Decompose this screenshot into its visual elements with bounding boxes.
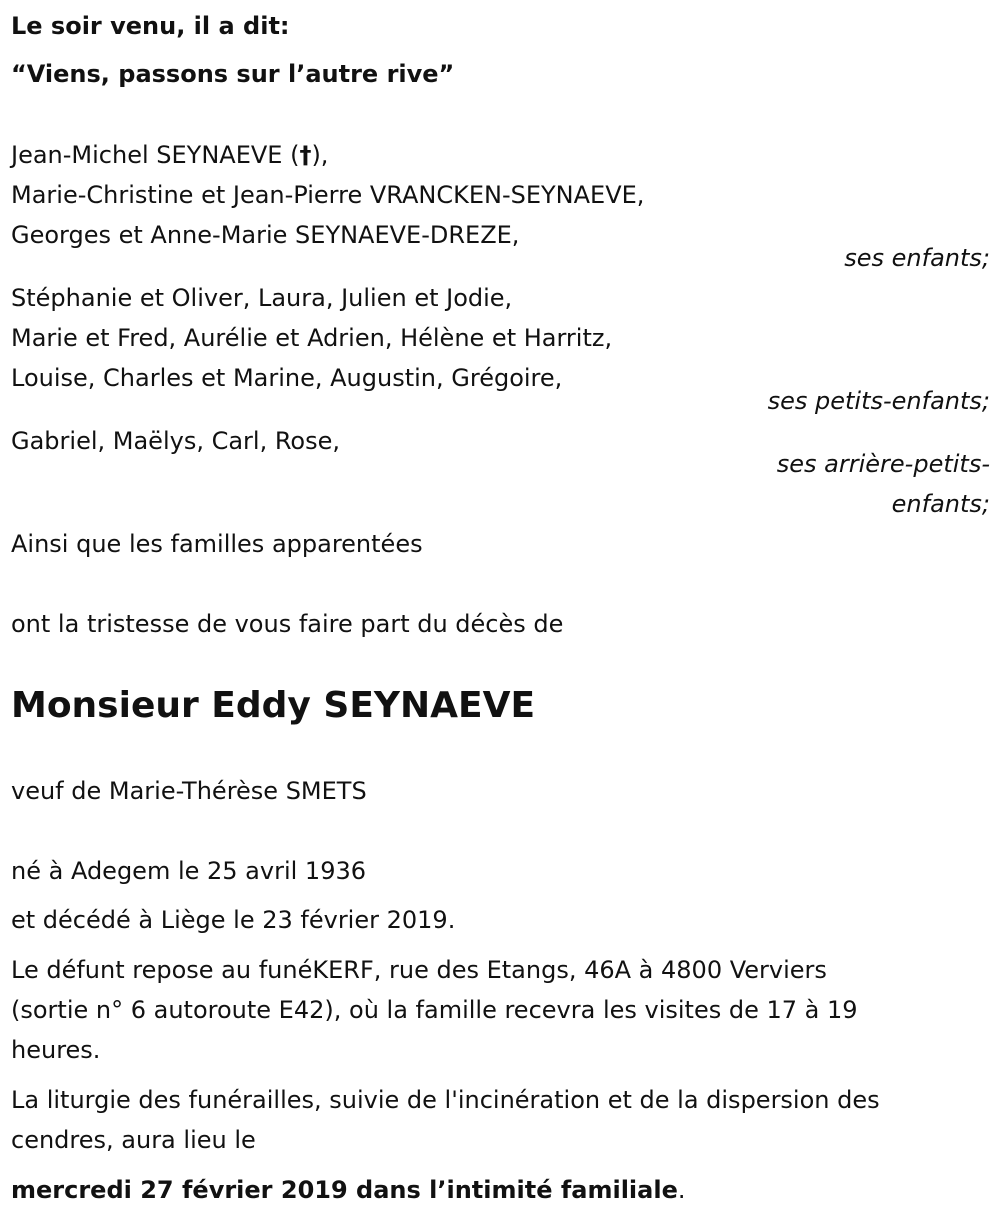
birth-line: né à Adegem le 25 avril 1936: [11, 857, 366, 885]
great-grandchildren-label-1: ses arrière-petits-: [776, 450, 990, 478]
children-line-2: Marie-Christine et Jean-Pierre VRANCKEN-SEYNAEVE,: [11, 181, 645, 209]
grandchildren-line-2: Marie et Fred, Aurélie et Adrien, Hélène et Harritz,: [11, 324, 613, 352]
children-line-3: Georges et Anne-Marie SEYNAEVE-DREZE,: [11, 221, 520, 249]
visitation-line-3: heures.: [11, 1036, 101, 1064]
deceased-name: Monsieur Eddy SEYNAEVE: [11, 685, 536, 726]
grandchildren-label: ses petits-enfants;: [767, 387, 990, 415]
funeral-date: mercredi 27 février 2019 dans l’intimité familiale: [11, 1176, 678, 1204]
funeral-line-2: cendres, aura lieu le: [11, 1126, 256, 1154]
funeral-date-line: [11, 1170, 685, 1210]
funeral-date-end: .: [677, 1176, 686, 1204]
child-name: Jean-Michel SEYNAEVE (: [11, 141, 300, 169]
children-line-1: [11, 135, 328, 175]
related-families: Ainsi que les familles apparentées: [11, 530, 423, 558]
visitation-line-2: (sortie n° 6 autoroute E42), où la famille recevra les visites de 17 à 19: [11, 996, 858, 1024]
grandchildren-line-3: Louise, Charles et Marine, Augustin, Grégoire,: [11, 364, 563, 392]
great-grandchildren-line: Gabriel, Maëlys, Carl, Rose,: [11, 427, 341, 455]
quote-line-1: Le soir venu, il a dit:: [11, 12, 290, 40]
children-label: ses enfants;: [844, 244, 990, 272]
child-name-end: ),: [311, 141, 329, 169]
funeral-line-1: La liturgie des funérailles, suivie de l'incinération et de la dispersion des: [11, 1086, 880, 1114]
announcement: ont la tristesse de vous faire part du décès de: [11, 610, 564, 638]
cross-icon: †: [299, 141, 312, 169]
death-line: et décédé à Liège le 23 février 2019.: [11, 906, 456, 934]
grandchildren-line-1: Stéphanie et Oliver, Laura, Julien et Jodie,: [11, 284, 513, 312]
great-grandchildren-label-2: enfants;: [891, 490, 990, 518]
visitation-line-1: Le défunt repose au funéKERF, rue des Etangs, 46A à 4800 Verviers: [11, 956, 827, 984]
quote-line-2: “Viens, passons sur l’autre rive”: [11, 60, 455, 88]
widower-line: veuf de Marie-Thérèse SMETS: [11, 777, 367, 805]
